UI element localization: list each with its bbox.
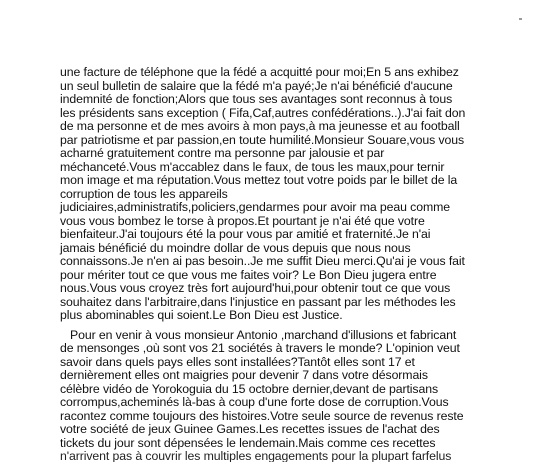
text-line: dernièrement elles ont maigries pour devenir 7 dans votre désormais	[60, 368, 428, 382]
text-line: savoir dans quels pays elles sont installées?Tantôt elles sont 17 et	[60, 354, 415, 369]
text-line: un seul bulletin de salaire que la fédé m'a payé;Je n'ai bénéficié d'aucune	[60, 78, 453, 93]
body-text	[60, 66, 530, 462]
text-line: votre société de jeux Guinee Games.Les recettes issues de l'achat des	[60, 422, 440, 436]
text-line: plus abominables qui soient.Le Bon Dieu est Justice.	[60, 308, 343, 322]
text-line: judiciaires,administratifs,policiers,gendarmes pour avoir ma peau comme	[60, 200, 450, 214]
text-line: acharné gratuitement contre ma personne par jalousie et par	[60, 146, 385, 160]
text-line: méchanceté.Vous m'accablez dans le faux, de tous les maux,pour ternir	[60, 159, 445, 174]
text-line: Pour en venir à vous monsieur Antonio ,marchand d'illusions et fabricant	[70, 327, 457, 342]
text-line: connaissons.Je n'en ai pas besoin..Je me suffit Dieu merci.Qu'ai je vous fait	[60, 254, 465, 268]
text-line: mon image et ma réputation.Vous mettez tout votre poids par le billet de la	[60, 173, 458, 187]
text-line: racontez comme toujours des histoires.Votre seule source de revenus reste	[60, 408, 464, 423]
text-line: jamais bénéficié du moindre dollar de vous depuis que nous nous	[60, 240, 411, 255]
text-line: pour mériter tout ce que vous me faites voir? Le Bon Dieu jugera entre	[60, 267, 437, 282]
text-line: indemnité de fonction;Alors que tous ses avantages sont reconnus à tous	[60, 92, 453, 106]
text-line: corruption de tous les appareils	[60, 186, 228, 201]
text-line: célèbre vidéo de Yorokoguia du 15 octobre dernier,devant de partisans	[60, 381, 438, 396]
text-line: souhaitez dans l'arbitraire,dans l'injustice en passant par les méthodes les	[60, 294, 456, 309]
text-line: par patriotisme et par passion,en toute humilité.Monsieur Souare,vous vous	[60, 132, 465, 147]
text-line: n'arrivent pas à couvrir les multiples engagements pour la plupart farfelus	[60, 449, 452, 462]
text-line: tickets du jour sont dépensées le lendemain.Mais comme ces recettes	[60, 435, 436, 450]
text-line: une facture de téléphone que la fédé a acquitté pour moi;En 5 ans exhibez	[60, 65, 459, 79]
text-line: nous.Vous vous croyez très fort aujourd'hui,pour obtenir tout ce que vous	[60, 281, 451, 295]
text-line: les présidents sans exception ( Fifa,Caf,autres confédérations..).J'ai fait don	[60, 105, 466, 120]
text-line: de mensonges ,où sont vos 21 sociétés à travers le monde? L'opinion veut	[60, 341, 460, 355]
text-line: corrompus,acheminés là-bas à coup d'une forte dose de corruption.Vous	[60, 395, 449, 409]
text-line: de ma personne et de mes avoirs à mon pays,à ma jeunesse et au football	[60, 119, 460, 133]
scan-speck	[519, 18, 522, 20]
text-line: vous vous bombez le torse à propos.Et pourtant je n'ai été que votre	[60, 213, 425, 228]
text-line: bienfaiteur.J'ai toujours été la pour vous par amitié et fraternité.Je n'ai	[60, 227, 431, 241]
